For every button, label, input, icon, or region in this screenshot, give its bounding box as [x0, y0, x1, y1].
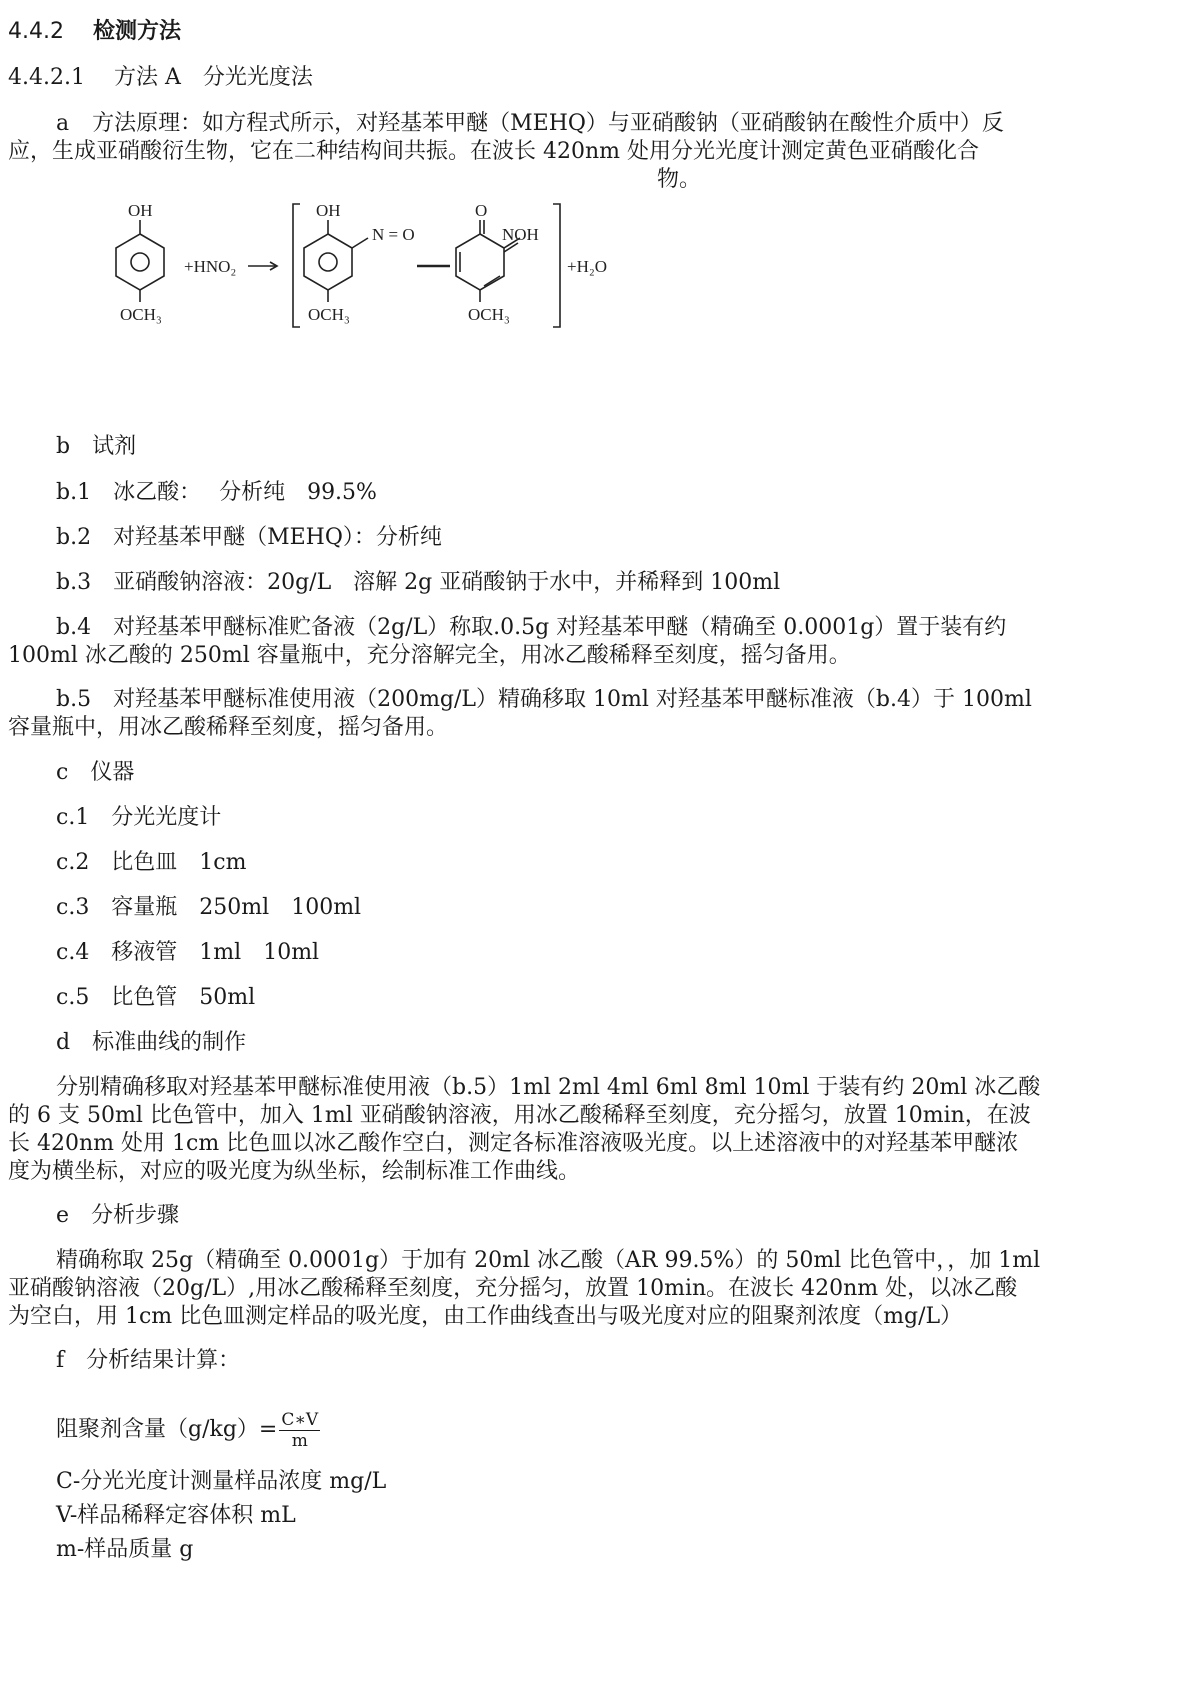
- principle-line-2: 应，生成亚硝酸衍生物，它在二种结构间共振。在波长 420nm 处用分光光度计测定黄色亚硝酸化合: [8, 139, 980, 164]
- instrument-c5: c.5 比色管 50ml: [56, 985, 256, 1010]
- reaction-equation-figure: [80, 192, 640, 342]
- reagent-b3: b.3 亚硝酸钠溶液：20g/L 溶解 2g 亚硝酸钠于水中，并稀释到 100ml: [56, 570, 781, 595]
- method-title: 方法 A 分光光度法: [113, 65, 313, 90]
- reagent-b1: b.1 冰乙酸： 分析纯 99.5%: [56, 480, 377, 505]
- calculation-heading: f 分析结果计算：: [56, 1348, 241, 1373]
- principle-line-3: 物。: [657, 167, 702, 192]
- instruments-heading: c 仪器: [56, 760, 135, 785]
- steps-heading: e 分析步骤: [56, 1203, 180, 1228]
- eq-nitroso: N = O: [372, 225, 415, 244]
- steps-line-2: 亚硝酸钠溶液（20g/L）,用冰乙酸稀释至刻度，充分摇匀，放置 10min。在波长 420nm 处，以冰乙酸: [8, 1276, 1018, 1301]
- reagents-heading: b 试剂: [56, 434, 137, 459]
- section-heading: [8, 18, 181, 46]
- reagent-b4-line-1: b.4 对羟基苯甲醚标准贮备液（2g/L）称取.0.5g 对羟基苯甲醚（精确至 0.0001g）置于装有约: [56, 615, 1007, 640]
- formula: [56, 1408, 320, 1452]
- reagent-b2: b.2 对羟基苯甲醚（MEHQ）：分析纯: [56, 525, 442, 550]
- instrument-c4: c.4 移液管 1ml 10ml: [56, 940, 320, 965]
- reagent-b5-line-1: b.5 对羟基苯甲醚标准使用液（200mg/L）精确移取 10ml 对羟基苯甲醚标准液（b.4）于 100ml: [56, 687, 1032, 712]
- curve-line-4: 度为横坐标，对应的吸光度为纵坐标，绘制标准工作曲线。: [8, 1159, 581, 1184]
- method-number: 4.4.2.1: [8, 65, 85, 90]
- definition-m: m-样品质量 g: [56, 1537, 194, 1562]
- eq-noh: NOH: [502, 225, 539, 244]
- formula-lhs: 阻聚剂含量（g/kg）=: [56, 1417, 278, 1442]
- eq-oxo: O: [475, 201, 488, 220]
- principle-line-1: a 方法原理：如方程式所示，对羟基苯甲醚（MEHQ）与亚硝酸钠（亚硝酸钠在酸性介质中）反: [56, 111, 1004, 136]
- eq-och3-2: OCH₃: [308, 305, 350, 324]
- instrument-c1: c.1 分光光度计: [56, 805, 222, 830]
- reagent-b5-line-2: 容量瓶中，用冰乙酸稀释至刻度，摇匀备用。: [8, 715, 449, 740]
- method-heading: [8, 64, 313, 92]
- curve-line-1: 分别精确移取对羟基苯甲醚标准使用液（b.5）1ml 2ml 4ml 6ml 8ml 10ml 于装有约 20ml 冰乙酸: [56, 1075, 1041, 1100]
- eq-water: +H₂O: [567, 257, 608, 276]
- eq-och3-3: OCH₃: [468, 305, 510, 324]
- curve-heading: d 标准曲线的制作: [56, 1030, 247, 1055]
- eq-och3-1: OCH₃: [120, 305, 162, 324]
- steps-line-1: 精确称取 25g（精确至 0.0001g）于加有 20ml 冰乙酸（AR 99.5%）的 50ml 比色管中，，加 1ml: [56, 1248, 1041, 1273]
- eq-reagent: +HNO₂: [184, 257, 237, 276]
- eq-oh-1: OH: [128, 201, 153, 220]
- eq-oh-2: OH: [316, 201, 341, 220]
- steps-line-3: 为空白，用 1cm 比色皿测定样品的吸光度，由工作曲线查出与吸光度对应的阻聚剂浓度（mg/L）: [8, 1304, 963, 1329]
- section-title: 检测方法: [92, 19, 181, 44]
- definition-v: V-样品稀释定容体积 mL: [56, 1503, 296, 1528]
- definition-c: C-分光光度计测量样品浓度 mg/L: [56, 1469, 387, 1494]
- formula-numerator: C∗V: [281, 1409, 319, 1430]
- formula-denominator: m: [291, 1430, 308, 1451]
- curve-line-2: 的 6 支 50ml 比色管中，加入 1ml 亚硝酸钠溶液，用冰乙酸稀释至刻度，充分摇匀，放置 10min，在波: [8, 1103, 1031, 1128]
- principle-label: a: [56, 111, 70, 136]
- reagent-b4-line-2: 100ml 冰乙酸的 250ml 容量瓶中，充分溶解完全，用冰乙酸稀释至刻度，摇匀备用。: [8, 643, 851, 668]
- instrument-c3: c.3 容量瓶 250ml 100ml: [56, 895, 362, 920]
- section-number: 4.4.2: [8, 19, 64, 44]
- curve-line-3: 长 420nm 处用 1cm 比色皿以冰乙酸作空白，测定各标准溶液吸光度。以上述溶液中的对羟基苯甲醚浓: [8, 1131, 1019, 1156]
- formula-fraction: [279, 1410, 320, 1451]
- instrument-c2: c.2 比色皿 1cm: [56, 850, 247, 875]
